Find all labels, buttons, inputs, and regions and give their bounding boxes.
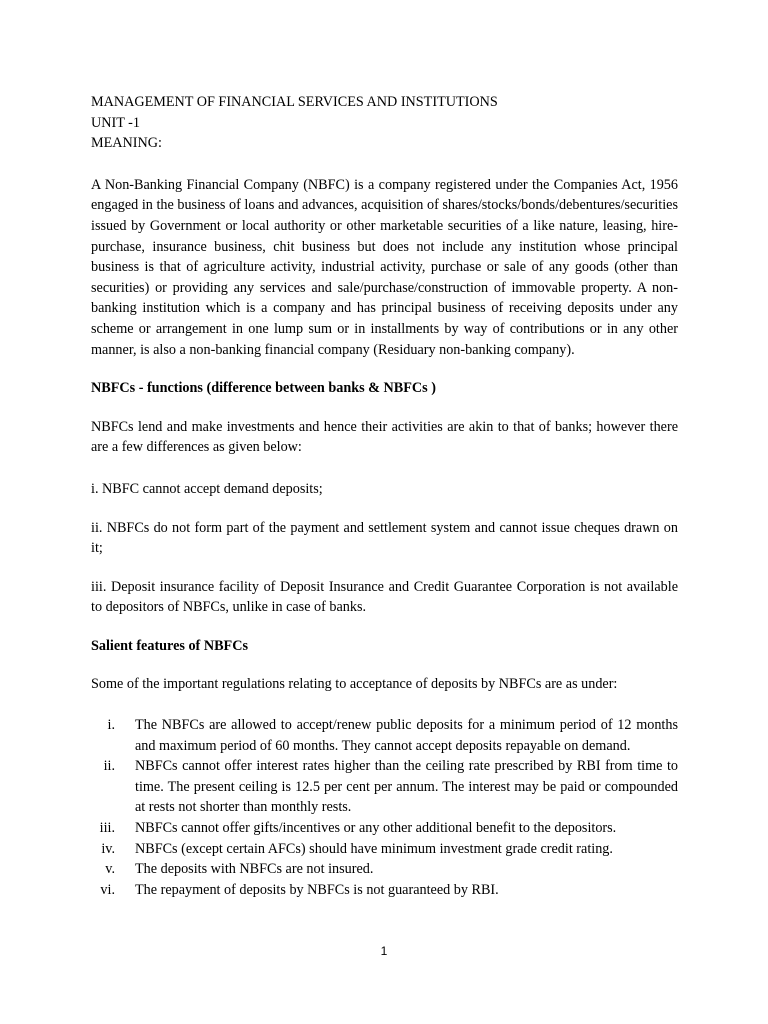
- list-item-number: v.: [105, 861, 115, 878]
- list-item: [91, 818, 678, 839]
- list-item-number: iii.: [99, 820, 115, 837]
- list-item: [91, 756, 678, 818]
- document-title: MANAGEMENT OF FINANCIAL SERVICES AND INSTITUTIONS: [91, 94, 498, 110]
- list-item: [91, 715, 678, 756]
- page-content: [91, 92, 678, 900]
- list-item-text: The NBFCs are allowed to accept/renew public deposits for a minimum period of 12 months and maximum period of 60 months. They cannot accept deposits repayable on demand.: [135, 717, 678, 754]
- list-item-number: i.: [107, 717, 115, 734]
- intro-paragraph: A Non-Banking Financial Company (NBFC) is a company registered under the Companies Act, 1956 engaged in the business of loans and advances, acquisition of shares/stocks/bonds/debentures/securities issued by Government or local authority or other marketable securities of a like nature, leasing, hire-purchase, insurance business, chit business but does not include any institution whose principal business is that of agriculture activity, industrial activity, purchase or sale of any goods (other than securities) or providing any services and sale/purchase/construction of immovable property. A non-banking institution which is a company and has principal business of receiving deposits under any scheme or arrangement in one lump sum or in installments by way of contributions or in any other manner, is also a non-banking financial company (Residuary non-banking company).: [91, 176, 678, 358]
- list-item-text: NBFCs (except certain AFCs) should have minimum investment grade credit rating.: [135, 840, 613, 857]
- features-heading: Salient features of NBFCs: [91, 637, 248, 654]
- list-item-number: vi.: [100, 881, 115, 898]
- difference-point-3: iii. Deposit insurance facility of Deposit Insurance and Credit Guarantee Corporation is not available to depositors of NBFCs, unlike in case of banks.: [91, 578, 678, 616]
- list-item-text: NBFCs cannot offer interest rates higher than the ceiling rate prescribed by RBI from time to time. The present ceiling is 12.5 per cent per annum. The interest may be paid or compounded at rests not shorter than monthly rests.: [135, 758, 678, 816]
- difference-point-1: i. NBFC cannot accept demand deposits;: [91, 480, 323, 497]
- list-item-text: NBFCs cannot offer gifts/incentives or any other additional benefit to the depositors.: [135, 820, 617, 837]
- list-item-text: The deposits with NBFCs are not insured.: [135, 861, 374, 878]
- features-list: [91, 715, 678, 900]
- list-item: [91, 839, 678, 860]
- list-item-text: The repayment of deposits by NBFCs is not guaranteed by RBI.: [135, 881, 499, 898]
- unit-label: UNIT -1: [91, 114, 140, 131]
- list-item: [91, 859, 678, 880]
- functions-heading: NBFCs - functions (difference between banks & NBFCs ): [91, 380, 436, 397]
- meaning-label: MEANING:: [91, 135, 162, 152]
- difference-point-2: ii. NBFCs do not form part of the payment and settlement system and cannot issue cheques drawn on it;: [91, 519, 678, 557]
- functions-intro: NBFCs lend and make investments and hence their activities are akin to that of banks; however there are a few differences as given below:: [91, 418, 678, 456]
- features-intro: Some of the important regulations relating to acceptance of deposits by NBFCs are as under:: [91, 676, 618, 693]
- list-item-number: iv.: [101, 840, 115, 857]
- list-item: [91, 880, 678, 901]
- list-item-number: ii.: [103, 758, 115, 775]
- page-number: 1: [380, 944, 388, 958]
